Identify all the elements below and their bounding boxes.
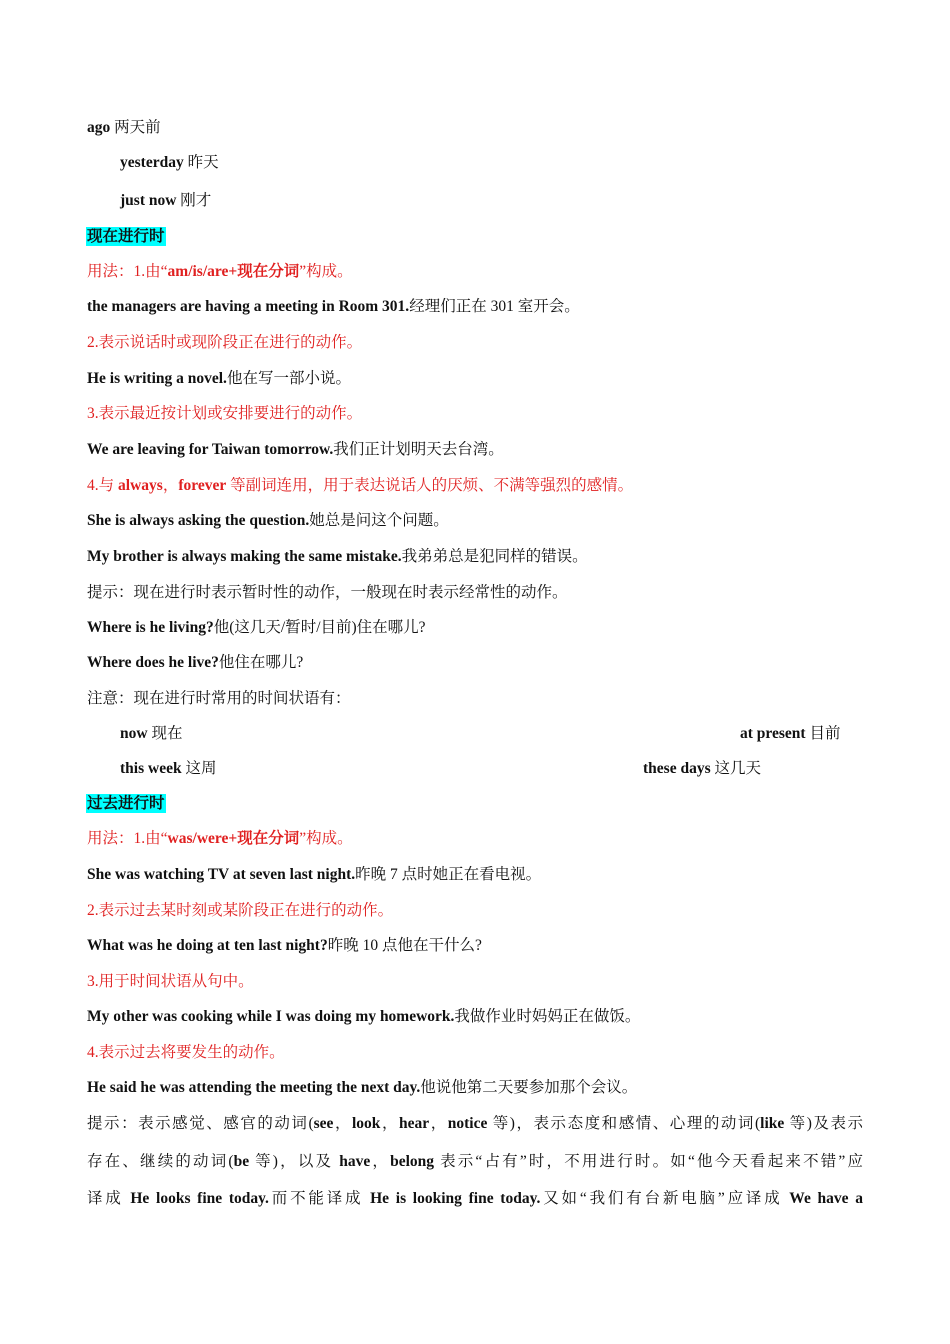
time-expression-these-days <box>643 759 761 779</box>
example-en: He looks fine today. <box>130 1190 269 1207</box>
highlighted-heading: 过去进行时 <box>87 795 165 812</box>
term-translation: 这几天 <box>714 760 761 777</box>
keyword: belong <box>390 1153 435 1170</box>
term: just now <box>120 192 177 209</box>
punctuation: ， <box>429 1115 448 1132</box>
time-expression-yesterday <box>120 153 219 173</box>
usage-4: 4.表示过去将要发生的动作。 <box>87 1044 285 1061</box>
note-line: 注意：现在进行时常用的时间状语有： <box>87 690 351 707</box>
punctuation: ， <box>380 1115 400 1132</box>
example-sentence <box>87 511 449 531</box>
example-en: We have a <box>789 1190 863 1207</box>
tip-line: 提示：现在进行时表示暂时性的动作，一般现在时表示经常性的动作。 <box>87 584 568 601</box>
example-zh: 他住在哪儿? <box>218 654 304 671</box>
usage-text: ”构成。 <box>299 830 353 847</box>
example-sentence <box>87 440 504 460</box>
example-sentence <box>87 865 541 885</box>
example-sentence <box>87 297 580 317</box>
example-sentence <box>87 1078 637 1098</box>
tip-text: 存在、继续的动词( <box>87 1153 234 1170</box>
term-translation: 现在 <box>151 725 183 742</box>
tip-text: 又如“我们有台新电脑”应译成 <box>540 1190 790 1207</box>
example-en: He said he was attending the meeting the next day. <box>87 1079 421 1096</box>
keyword: notice <box>447 1115 488 1132</box>
term: ago <box>87 119 111 136</box>
keyword: like <box>760 1115 785 1132</box>
usage-2: 2.表示说话时或现阶段正在进行的动作。 <box>87 334 363 351</box>
time-expression-at-present <box>740 724 840 744</box>
usage-3: 3.用于时间状语从句中。 <box>87 973 254 990</box>
example-zh: 我们正计划明天去台湾。 <box>333 441 504 458</box>
usage-text: 等副词连用，用于表达说话人的厌烦、不满等强烈的感情。 <box>226 477 634 494</box>
example-en: the managers are having a meeting in Room 301. <box>87 298 410 315</box>
usage-4 <box>87 476 633 496</box>
keyword: always <box>118 477 163 494</box>
tip-text: 等)，以及 <box>249 1153 340 1170</box>
time-expression-just-now <box>120 191 211 211</box>
example-zh: 我做作业时妈妈正在做饭。 <box>454 1008 641 1025</box>
tip-paragraph-line-1 <box>87 1114 863 1134</box>
term-translation: 刚才 <box>180 192 212 209</box>
term: these days <box>643 760 711 777</box>
term-translation: 两天前 <box>114 119 161 136</box>
time-expression-now <box>120 724 182 744</box>
section-title-past-continuous <box>86 794 166 814</box>
usage-2: 2.表示过去某时刻或某阶段正在进行的动作。 <box>87 902 394 919</box>
example-zh: 她总是问这个问题。 <box>309 512 449 529</box>
example-zh: 他说他第二天要参加那个会议。 <box>420 1079 638 1096</box>
example-en: He is looking fine today. <box>370 1190 541 1207</box>
example-zh: 他(这几天/暂时/目前)住在哪儿? <box>213 619 426 636</box>
tip-text: 表示“占有”时，不用进行时。如“他今天看起来不错”应 <box>434 1153 863 1170</box>
example-en: My other was cooking while I was doing my homework. <box>87 1008 455 1025</box>
example-en: We are leaving for Taiwan tomorrow. <box>87 441 334 458</box>
term: this week <box>120 760 182 777</box>
example-zh: 经理们正在 301 室开会。 <box>409 298 580 315</box>
usage-text: 4.与 <box>87 477 119 494</box>
punctuation: ， <box>162 477 179 494</box>
usage-prefix: 用法： <box>87 263 134 280</box>
usage-formula: am/is/are+现在分词 <box>167 263 300 280</box>
example-sentence <box>87 653 303 673</box>
example-en: Where does he live? <box>87 654 219 671</box>
usage-prefix: 用法： <box>87 830 134 847</box>
keyword: see <box>313 1115 334 1132</box>
usage-text: 1.由“ <box>133 263 168 280</box>
term: yesterday <box>120 154 184 171</box>
example-en: What was he doing at ten last night? <box>87 937 328 954</box>
example-zh: 昨晚 7 点时她正在看电视。 <box>355 866 542 883</box>
term-translation: 目前 <box>809 725 841 742</box>
usage-3: 3.表示最近按计划或安排要进行的动作。 <box>87 405 363 422</box>
example-sentence <box>87 1007 640 1027</box>
example-zh: 我弟弟总是犯同样的错误。 <box>401 548 588 565</box>
term-translation: 昨天 <box>187 154 219 171</box>
tip-text: 提示：表示感觉、感官的动词( <box>87 1115 314 1132</box>
keyword: forever <box>178 477 227 494</box>
usage-formula: was/were+现在分词 <box>167 830 300 847</box>
term-translation: 这周 <box>185 760 217 777</box>
example-sentence <box>87 618 426 638</box>
usage-text: 1.由“ <box>133 830 168 847</box>
example-en: Where is he living? <box>87 619 214 636</box>
usage-1 <box>87 262 353 282</box>
keyword: have <box>339 1153 371 1170</box>
tip-text: 等)及表示 <box>784 1115 863 1132</box>
tip-paragraph-line-3 <box>87 1189 863 1209</box>
example-sentence <box>87 369 351 389</box>
example-sentence <box>87 936 482 956</box>
example-en: She is always asking the question. <box>87 512 310 529</box>
term: now <box>120 725 148 742</box>
time-expression-ago <box>87 118 161 138</box>
example-en: My brother is always making the same mistake. <box>87 548 402 565</box>
punctuation: ， <box>333 1115 352 1132</box>
example-en: She was watching TV at seven last night. <box>87 866 356 883</box>
tip-paragraph-line-2 <box>87 1152 863 1172</box>
highlighted-heading: 现在进行时 <box>87 228 165 245</box>
keyword: be <box>233 1153 250 1170</box>
section-title-present-continuous <box>86 227 166 247</box>
usage-text: ”构成。 <box>299 263 353 280</box>
tip-text: 而不能译成 <box>268 1190 371 1207</box>
keyword: look <box>352 1115 381 1132</box>
time-expression-this-week <box>120 759 216 779</box>
tip-text: 等)，表示态度和感情、心理的动词( <box>487 1115 761 1132</box>
tip-text: 译成 <box>87 1190 131 1207</box>
example-en: He is writing a novel. <box>87 370 227 387</box>
example-sentence <box>87 547 588 567</box>
punctuation: ， <box>370 1153 391 1170</box>
term: at present <box>740 725 806 742</box>
keyword: hear <box>399 1115 430 1132</box>
example-zh: 昨晚 10 点他在干什么? <box>327 937 482 954</box>
usage-1 <box>87 829 353 849</box>
example-zh: 他在写一部小说。 <box>226 370 351 387</box>
